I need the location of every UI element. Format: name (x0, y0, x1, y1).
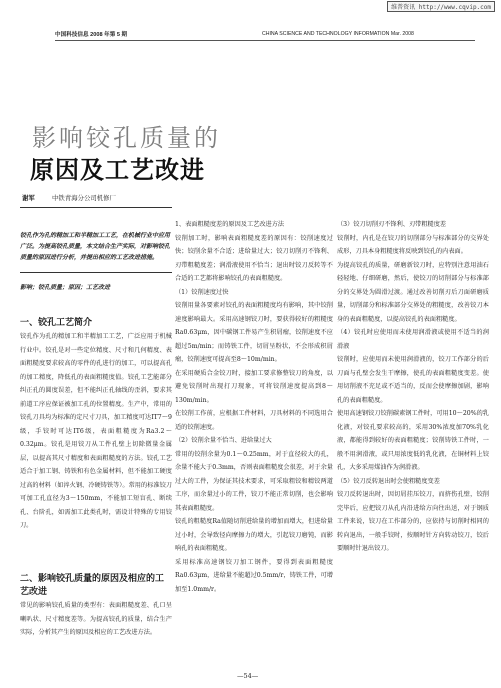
watermark-url: 维普资讯 http://www.cqvip.com (387, 1, 495, 12)
journal-header-cn: 中国科技信息 2008 年第 5 期 (55, 32, 128, 38)
section2-body: 常见的影响铰孔质量的类型有：表面粗糙度差、孔口呈喇叭状、尺寸精度差等。为提高铰孔的质量，结合生产实际，分析其产生的原因及相应的工艺改进方法。 (20, 602, 172, 636)
right-column-body: （3）铰刀切削刃不锋利、刃带粗糙度差 铰削时，内孔是在铰刀的切削部分与标准部分的交界处成形，刀具本身粗糙度将反映到铰孔的内表面。 为提高铰孔的质量，研磨新铰刀时，应特别注意用油石轻轻地、仔细研磨，然后，使铰刀的切削部分与标准部分的交界处为圆滑过渡。通过改善切削刃后刀面研磨质量，切削部分和标准部分交界处的粗糙度，改善铰刀本身的表面粗糙度，以提高铰孔的表面粗糙度。 （4）铰孔时应使用而未使用润滑液或使用不适当的润滑液 铰削时，应使用而未使用润滑液的，铰刀工作部分的后刀面与孔壁会发生干摩擦，使孔的表面粗糙度变差。使用切削液不充足或不适当的，反而会使摩擦加剧，影响孔的表面粗糙度。 使用高速钢铰刀铰削碳素钢工件时，可用10～20%的乳化液，对铰孔要求较高的，采用30%浓度加70%乳化液，都能得到较好的表面粗糙度；铰削铸铁工件时，一般不用润滑液，或只用浓度低的乳化液，在铜材料上铰孔，大多采用煤油作为润滑液。 （5）铰刀反转退出时会使粗糙度变差 铰刀反转退出时，因切屑挂压铰刀，而挤伤孔壁，铰削完毕后，应把铰刀从孔内沿进给方向往出送，对于钢质工件来说，铰刀在工作部分的，应依持与切削时相同的转向退出，一般手铰时，按顺时针方向转动铰刀，铰后要顺时针退出铰刀。 (337, 221, 489, 552)
middle-column-body: 1、表面粗糙度差的原因及工艺改进方法 铰削加工时，影响表面粗糙度差的原因有：铰削速度过快；铰削余量不合适；进给量过大；铰刀切削刃不锋利、刃带粗糙度差；润滑液使用不恰当；退出时铰刀反转等不合适的工艺都将影响铰孔的表面粗糙度。 （1）铰削速度过快 铰削用量各要素对铰孔的表面粗糙度均有影响，其中铰削速度影响最大。采用高速钢铰刀时，要获得较好的粗糙度Ra0.63μm，因中碳钢工件易产生积屑瘤，铰削速度不应超过5m/min；而铸铁工件，切屑呈粉状，不会形成积屑瘤，铰削速度可提高至8～10m/min。 在采用硬质合金铰刀时，接加工要求修整铰刀的角度，以避免铰削时出现打刀现象，可将铰削速度提高到8～130m/min。 在铰削工作前，应根据工件材料，刀具材料的不同选用合适的铰削速度。 （2）铰削余量不恰当、进给量过大 常用的铰削余量为0.1～0.25mm，对于直径较大的孔，余量不能大于0.3mm，否则表面粗糙度会很差，对于余量过大的工件，为保证其技术要求，可采取粗铰和精铰两道工序，而余量过小的工件，铰刀不能正常切削，也会影响其表面粗糙度。 铰孔的粗糙度Ra值随切削进给量的增加而增大，但进给量过小时，会导致径向摩擦力的增大，引起铰刀磨钝，而影响孔的表面粗糙度。 采用标准高速钢铰刀加工钢件，要得到表面粗糙度Ra0.63μm，进给量不能超过0.5mm/r，铸铁工件，可增加至1.0mm/r。 (175, 221, 333, 593)
journal-header-en: CHINA SCIENCE AND TECHNOLOGY INFORMATION Mar. 2008 (262, 31, 414, 37)
header-rule (55, 40, 475, 41)
keywords: 影响；铰孔质量；原因；工艺改进 (20, 284, 111, 291)
article-title-line2: 原因及工艺改进 (30, 156, 205, 184)
article-title-line1: 影响铰孔质量的 (32, 124, 221, 152)
section1-heading: 一、铰孔工艺简介 (20, 318, 93, 328)
author-affiliation: 中铁青海分公司机修厂 (52, 194, 116, 202)
page-number: —54— (237, 672, 259, 680)
author-name: 谢军 (22, 194, 35, 202)
section1-body: 铰孔作为孔的精加工和半精加工工艺，广泛应用于机械行业中。铰孔是对一些定位精度、尺寸和几何精度、表面粗糙度要求较高的零件的孔进行的加工，可以提高孔的加工精度，降低孔的表面粗糙度值。铰孔工艺能部分纠正孔的圆度误差，但不能纠正孔轴线的歪斜，要求其前道工序应保证被加工孔的位置精度。生产中，常用的铰孔刀具均为标准的定尺寸刀具，加工精度可达IT7～9级，手铰时可达IT6级，表面粗糙度为Ra3.2～0.32μm。铰孔是用铰刀从工件孔壁上切除微量金属层，以提高其尺寸精度和表面粗糙度的方法。铰孔工艺适合于加工钢、铸铁和有色金属材料，但不能加工硬度过高的材料（如淬火钢、冷硬铸铁等）。常用的标准铰刀可加工孔直径为3～150mm，不能加工短盲孔、断续孔、台阶孔，如需加工此类孔时，需设计特殊的专用铰刀。 (20, 333, 172, 529)
abstract-text: 铰孔作为孔的精加工和半精加工工艺，在机械行业中应用广泛。为提高铰孔质量，本文结合生产实际，对影响铰孔质量的原因进行分析，并提出相应的工艺改进措施。 (20, 232, 171, 261)
section2-heading: 二、影响铰孔质量的原因及相应的工艺改进 (20, 574, 165, 597)
